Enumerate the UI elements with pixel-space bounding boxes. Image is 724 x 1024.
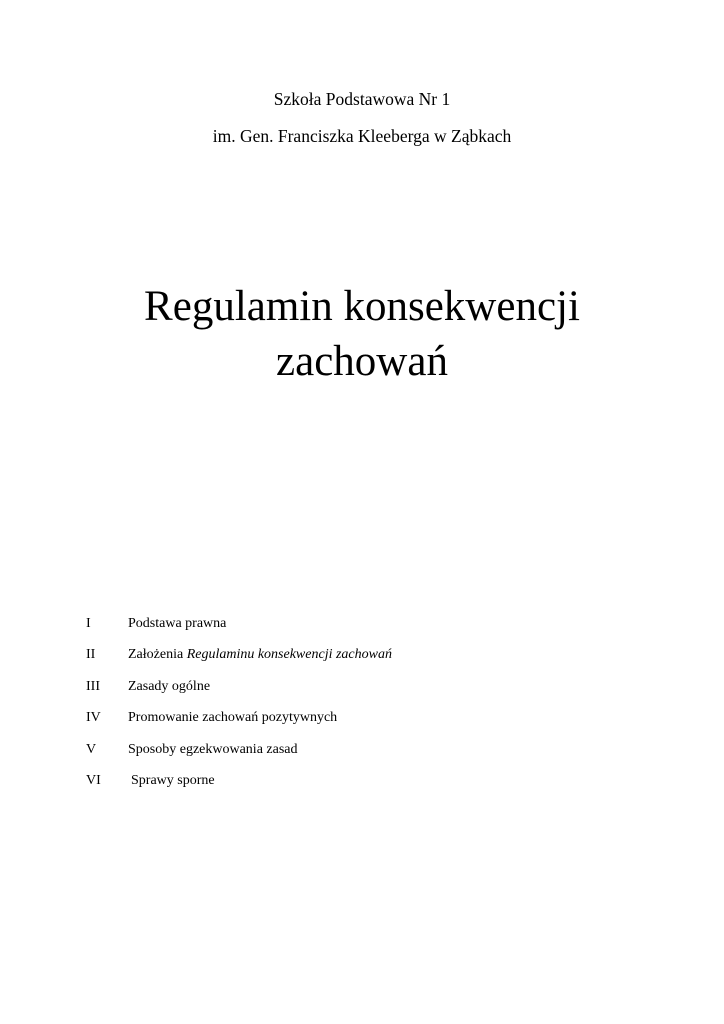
- school-patron: im. Gen. Franciszka Kleeberga w Ząbkach: [212, 126, 512, 146]
- toc-item-number: V: [86, 741, 97, 757]
- toc-item-number: IV: [86, 710, 101, 726]
- toc-item-number: I: [86, 616, 91, 631]
- toc-item-label: Zasady ogólne: [128, 678, 211, 694]
- toc-item-label: [128, 646, 392, 664]
- toc-item-label-italic: Regulaminu konsekwencji zachowań: [186, 647, 392, 663]
- toc-item-label-plain: Założenia: [128, 647, 187, 663]
- document-title-line2: zachowań: [276, 338, 448, 385]
- toc-item-label: Podstawa prawna: [128, 616, 227, 631]
- toc-item-number: II: [86, 647, 96, 663]
- toc-item-number: III: [86, 678, 100, 694]
- toc-item-label: Promowanie zachowań pozytywnych: [128, 710, 338, 726]
- toc-item: [86, 709, 646, 740]
- toc-item: [86, 741, 646, 772]
- document-title-line1: Regulamin konsekwencji: [144, 283, 580, 330]
- toc-item: [86, 772, 646, 803]
- toc-item-label: Sprawy sporne: [131, 772, 215, 788]
- toc-item-label: Sposoby egzekwowania zasad: [128, 741, 298, 757]
- toc-item: [86, 615, 646, 646]
- school-name: Szkoła Podstawowa Nr 1: [273, 89, 451, 109]
- toc-item-number: VI: [86, 772, 101, 788]
- toc-item: [86, 678, 646, 709]
- table-of-contents: [86, 615, 646, 803]
- toc-item: [86, 646, 646, 677]
